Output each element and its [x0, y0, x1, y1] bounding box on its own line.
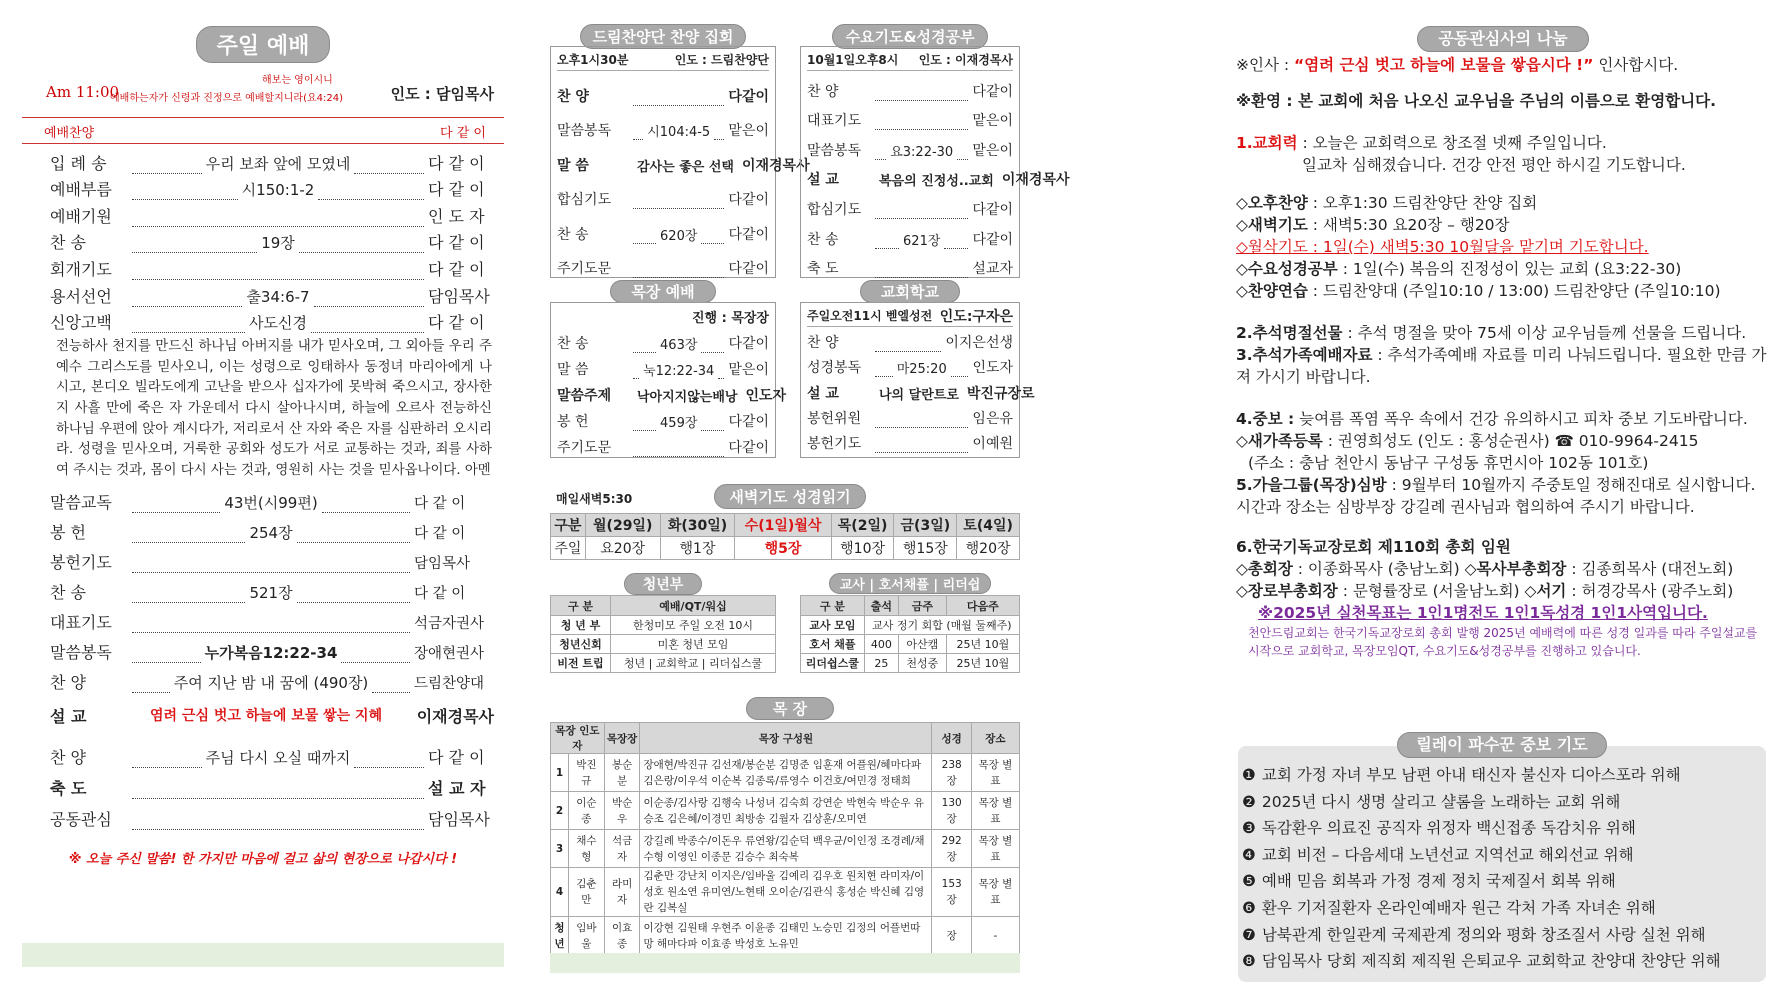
program-label: 설 교 — [807, 172, 839, 189]
order-item-label: 입 례 송 — [50, 153, 107, 173]
program-who: 다같이 — [972, 83, 1013, 100]
notice-1: 1.교회력 : 오늘은 교회력으로 창조절 넷째 주일입니다. 일교차 심해졌습니다. 건강 안전 평안 하시길 기도합니다. — [1236, 134, 1686, 174]
youth-title: 청년부 — [624, 573, 703, 595]
order-item-who: 장애현권사 — [414, 646, 485, 663]
table-cell: 목장 별표 — [971, 868, 1019, 917]
table-cell: 청년 — [551, 917, 569, 955]
greeting: ※인사 : “염려 근심 벗고 하늘에 보물을 쌓읍시다 !” 인사합시다. — [1236, 56, 1679, 74]
order-item-who: 석금자권사 — [414, 616, 485, 633]
table-cell: 미혼 청년 모임 — [611, 635, 776, 654]
table-header — [801, 596, 1020, 616]
order-item-row — [22, 799, 504, 830]
verse-top: 해보는 영이시니 — [262, 75, 333, 86]
order-item-content: 우리 보좌 앞에 모였네 — [205, 154, 351, 173]
table-cell: 아산캠 — [899, 635, 947, 654]
table-cell: 4 — [551, 868, 569, 917]
number-badge-icon: ❺ — [1242, 872, 1256, 891]
order-item-who: 다 같 이 — [428, 153, 485, 173]
program-row — [807, 249, 1013, 279]
program-label: 봉헌위원 — [807, 410, 862, 427]
program-row — [557, 140, 810, 175]
program-who: 다같이 — [972, 231, 1014, 248]
program-who: 이지은선생 — [945, 335, 1013, 352]
program-who: 다같이 — [728, 226, 770, 243]
table-cell: 채수형 — [569, 830, 605, 868]
header-cell: 구 분 — [551, 596, 611, 616]
dawn-time: 매일새벽5:30 — [556, 492, 633, 506]
order-item-label: 찬 송 — [50, 583, 86, 603]
program-who: 다같이 — [728, 88, 769, 105]
order-item-who: 다 같 이 — [428, 313, 485, 333]
order-item-row — [22, 200, 504, 227]
table-cell: 박순우 — [604, 792, 640, 830]
program-label: 말 씀 — [557, 157, 589, 174]
program-who: 박진규장로 — [966, 385, 1035, 402]
order-item-row — [22, 280, 504, 307]
program-who: 이재경목사 — [1001, 172, 1070, 189]
apostles-creed: 전능하사 천지를 만드신 하나님 아버지를 내가 믿사오며, 그 외아들 우리 주 예수 그리스도를 믿사오니, 이는 성령으로 잉태하사 동정녀 마리아에게 나시고, 본디오 빌라도에게 고난을 받으사 십자가에 못박혀 죽으시고, 장사한 지 사흘 만에 죽은 자 가운데서 다시 살아나시며, 하늘에 오르사 전능하신 하나님 우편에 앉아 계시다가, 저리로서 산 자와 죽은 자를 심판하러 오시리라. 성령을 믿사오며, 거룩한 공회와 성도가 서로 교통하는 것과, 죄를 사하여 주시는 것과, 몸이 다시 사는 것과, 영원히 사는 것을 믿사옵나이다. 아멘 — [56, 339, 492, 478]
program-row — [807, 189, 1013, 219]
order-item-label: 찬 양 — [50, 673, 86, 693]
table-cell: 목장 별표 — [971, 792, 1019, 830]
program-row — [807, 428, 1013, 453]
table-cell: 리더쉽스쿨 — [801, 654, 865, 673]
dawn-days-row — [551, 514, 1020, 537]
order-item-who: 다 같 이 — [428, 259, 485, 279]
dream-box: 오후1시30분 인도 : 드림찬양단 찬 양 다같이 말씀봉독 시104:4-5 맡은이 말 씀 감사는 좋은 선택 이재경목사 합심기도 다같이 찬 송 620장 다같이 주기도문 다같이 — [550, 46, 776, 278]
program-row — [557, 379, 787, 405]
table-cell: 천성중 — [899, 654, 947, 673]
teacher-title: 교사 | 호서채플 | 리더쉽 — [829, 573, 992, 594]
middle-footer-bar — [550, 953, 1020, 973]
order-item-label: 예배기원 — [50, 206, 112, 226]
program-row — [807, 403, 1013, 428]
program-row — [807, 101, 1013, 131]
order-item-who: 다 같 이 — [428, 233, 485, 253]
order-item-row — [22, 543, 504, 573]
announcements-column: 공동관심사의 나눔 ※인사 : “염려 근심 벗고 하늘에 보물을 쌓읍시다 !” 인사합시다. ※환영 : 본 교회에 처음 나오신 교우님을 주님의 이름으로 환영합니다. 1.교회력 : 오늘은 교회력으로 창조절 넷째 주일입니다. 일교차 심해졌습니다. 건강 안전 평안 하시길 기도합니다. ◇오후찬양 : 오후1:30 드림찬양단 찬양 집회 ◇새벽기도 : 새벽5:30 요20장 – 행20장 ◇월삭기도 : 1일(수) 새벽5:30 10월달을 맡기며 기도합니다. ◇수요성경공부 : 1일(수) 복음의 진정성이 있는 교회 (요3:22-30) ◇찬양연습 : 드림찬양대 (주일10:10 / 13:00) 드림찬양단 (주일10:10) 2.추석명절선물 : 추석 명절을 맞아 75세 이상 교우님들께 선물을 드립니다. 3.추석가족예배자료 : 추석가족예배 자료를 미리 나눠드립니다. 필요한 만큼 가져 가시기 바랍니다. 4.중보 : 늦여름 폭염 폭우 속에서 건강 유의하시고 피차 중보 기도바랍니다. ◇새가족등록 : 권영희성도 (인도 : 홍성순권사) ☎ 010-9964-2415 (주소 : 충남 천안시 동남구 구성동 휴먼시아 102동 101호) 5.가을그룹(목장)심방 : 9월부터 10월까지 주중토일 정해진대로 실시합니다. 시간과 장소는 심방부장 강길례 권사님과 협의하여 주시기 바랍니다. 6.한국기독교장로회 제110회 총회 임원 ◇총회장 : 이종화목사 (충남노회) ◇목사부총회장 : 김종희목사 (대전노회) ◇장로부총회장 : 문형률장로 (서울남노회) ◇서기 : 허경강목사 (광주노회) ※2025년 실천목표는 1인1명전도 1인1독성경 1인1사역입니다. 천안드림교회는 한국기독교장로회 총회 발행 2025년 예배력에 따른 성경 일과를 따라 주일설교를 시작으로 교회학교, 목장모임QT, 수요기도&성경공부를 진행하고 있습니다. 릴레이 파수꾼 중보 기도 ❶ 교회 가정 자녀 부모 남편 아내 태신자 불신자 디아스포라 위해 ❷ 2025년 다시 생명 살리고 샬롬을 노래하는 교회 위해 ❸ 독감환우 의료진 공직자 위정자 백신접종 독감치유 위해 ❹ 교회 비전 – 다음세대 노년선교 지역선교 해외선교 위해 ❺ 예배 믿음 회복과 가정 경제 정치 국제질서 회복 위해 ❻ 환우 기저질환자 온라인예배자 원근 각처 가족 자녀손 위해 ❼ 남북관계 한일관계 국제관계 정의와 평화 창조질서 사랑 실천 위해 ❽ 담임목사 당회 제직회 제직원 은퇴교우 교회학교 찬양대 찬양단 위해 — [1236, 0, 1770, 1002]
number-badge-icon: ❶ — [1242, 766, 1256, 784]
number-badge-icon: ❼ — [1242, 925, 1256, 944]
dawn-cell: 요20장 — [585, 537, 660, 560]
program-label: 말 씀 — [557, 362, 589, 378]
order-item-who: 드림찬양대 — [414, 676, 485, 693]
program-row — [807, 352, 1013, 377]
table-cell: 청 년 부 — [551, 616, 611, 635]
youth-table — [550, 595, 776, 673]
program-label: 축 도 — [807, 261, 839, 278]
table-row — [801, 616, 1020, 635]
program-content: 621장 — [903, 233, 941, 249]
table-header — [551, 723, 1020, 754]
order-item-row — [22, 768, 504, 799]
sermon-row: 설 교 염려 근심 벗고 하늘에 보물 쌓는 지혜 이재경목사 — [50, 706, 494, 726]
order-item-label: 회개기도 — [50, 259, 112, 279]
table-row — [551, 654, 776, 673]
program-who: 맡은이 — [972, 113, 1013, 130]
sunday-worship-title: 주일 예배 — [196, 26, 331, 63]
program-label: 찬 송 — [557, 336, 589, 352]
header-cell: 예배/QT/워십 — [611, 596, 776, 616]
dawn-title: 새벽기도 성경읽기 — [714, 484, 865, 509]
table-row — [551, 635, 776, 654]
program-who: 맡은이 — [728, 362, 769, 378]
program-content: 낙아지지않는배낭 — [637, 390, 738, 405]
dawn-cell: 구분 — [551, 514, 586, 537]
wed-box: 10월1일오후8시 인도 : 이재경목사 찬 양 다같이 대표기도 맡은이 말씀봉독 요3:22-30 맡은이 설 교 복음의 진정성..교회 이재경목사 합심기도 다같이 찬 송 621장 다같이 축 도 설교자 — [800, 46, 1020, 278]
dawn-cell: 월(29일) — [585, 514, 660, 537]
program-row — [557, 244, 769, 279]
header-cell: 다음주 — [946, 596, 1019, 616]
program-who: 다같이 — [728, 440, 769, 456]
table-cell: 장애현/박진규 김선재/봉순분 김명준 임훈재 어플원/혜마다파 김은랑/이우석 이순복 김종록/류영수 이건호/여민경 정태희 — [640, 754, 932, 792]
order-item-label: 봉헌기도 — [50, 553, 112, 573]
program-row — [807, 377, 1035, 403]
order-item-who: 담임목사 — [428, 810, 490, 830]
order-item-content: 19장 — [261, 234, 295, 253]
table-cell: 임바울 — [569, 917, 605, 955]
order-item-row — [22, 174, 504, 201]
notice-3: 3.추석가족예배자료 : 추석가족예배 자료를 미리 나눠드립니다. 필요한 만큼 가져 가시기 바랍니다. — [1236, 346, 1767, 386]
order-item-content: 254장 — [249, 524, 293, 543]
relay-item: ❻ 환우 기저질환자 온라인예배자 원근 각처 가족 자녀손 위해 — [1242, 898, 1656, 917]
program-label: 성경봉독 — [807, 360, 862, 377]
table-cell: 153 장 — [932, 868, 971, 917]
table-cell: 292 장 — [932, 830, 971, 868]
program-label: 대표기도 — [807, 113, 862, 130]
table-cell: 라미자 — [604, 868, 640, 917]
program-content: 마25:20 — [896, 362, 947, 378]
program-row — [557, 405, 769, 431]
program-who: 다같이 — [728, 261, 769, 277]
table-cell: 238 장 — [932, 754, 971, 792]
program-who: 맡은이 — [972, 142, 1013, 159]
dawn-reading-table — [550, 513, 1020, 560]
order-item-label: 말씀봉독 — [50, 643, 112, 663]
header-cell: 목장 인도자 — [551, 723, 605, 754]
program-row — [807, 130, 1013, 160]
dawn-cell: 목(2일) — [831, 514, 894, 537]
relay-item: ❹ 교회 비전 – 다음세대 노년선교 지역선교 해외선교 위해 — [1242, 845, 1634, 864]
relay-item: ❶ 교회 가정 자녀 부모 남편 아내 태신자 불신자 디아스포라 위해 — [1242, 766, 1681, 784]
program-who: 다같이 — [728, 336, 770, 352]
schedule-list: ◇오후찬양 : 오후1:30 드림찬양단 찬양 집회 ◇새벽기도 : 새벽5:30 요20장 – 행20장 ◇월삭기도 : 1일(수) 새벽5:30 10월달을 맡기며 기도합니다. ◇수요성경공부 : 1일(수) 복음의 진정성이 있는 교회 (요3:22-30) ◇찬양연습 : 드림찬양대 (주일10:10 / 13:00) 드림찬양단 (주일10:10) — [1236, 194, 1721, 300]
teacher-table — [800, 595, 1020, 673]
program-row — [807, 219, 1013, 249]
table-cell: 목장 별표 — [971, 754, 1019, 792]
table-header — [551, 596, 776, 616]
table-cell: 장 — [932, 917, 971, 955]
program-who: 다같이 — [972, 201, 1013, 218]
program-label: 주기도문 — [557, 440, 612, 456]
order-item-label: 찬 양 — [50, 748, 86, 768]
program-label: 말씀주제 — [557, 388, 612, 404]
program-row — [557, 209, 769, 244]
table-cell: 청년 | 교회학교 | 리더십스쿨 — [611, 654, 776, 673]
wed-title: 수요기도&성경공부 — [832, 24, 987, 49]
program-content: 복음의 진정성..교회 — [879, 174, 994, 190]
order-item-label: 대표기도 — [50, 613, 112, 633]
school-box: 주일오전11시 벧엘성전 인도:구자은 찬 양 이지은선생 성경봉독 마25:20 인도자 설 교 나의 달란트로 박진규장로 봉헌위원 임은유 봉헌기도 이예원 — [800, 302, 1020, 458]
order-item-content: 누가복음12:22-34 — [204, 644, 338, 663]
table-cell: 석금자 — [604, 830, 640, 868]
table-cell: 한청미모 주일 오전 10시 — [611, 616, 776, 635]
program-row — [557, 71, 769, 106]
table-row — [551, 830, 1020, 868]
program-who: 인도자 — [972, 360, 1014, 377]
dawn-cell: 수(1일)월삭 — [735, 514, 831, 537]
number-badge-icon: ❽ — [1242, 952, 1256, 971]
program-label: 봉 헌 — [557, 414, 589, 430]
opening-praise-row: 예배찬양 다 같 이 — [22, 117, 504, 144]
program-label: 찬 양 — [807, 335, 839, 352]
program-who: 임은유 — [972, 410, 1013, 427]
table-cell: 교사 모임 — [801, 616, 865, 635]
table-row — [801, 654, 1020, 673]
new-family-address: (주소 : 충남 천안시 동남구 구성동 휴먼시아 102동 101호) — [1248, 454, 1649, 472]
program-label: 합심기도 — [807, 201, 862, 218]
program-who: 설교자 — [972, 261, 1013, 278]
order-item-who: 다 같 이 — [428, 748, 485, 768]
table-cell: 400 — [864, 635, 898, 654]
dawn-cell: 행5장 — [735, 537, 831, 560]
number-badge-icon: ❻ — [1242, 898, 1256, 917]
order-item-who: 인 도 자 — [428, 206, 485, 226]
table-cell: 2 — [551, 792, 569, 830]
goal-note: 천안드림교회는 한국기독교장로회 총회 발행 2025년 예배력에 따른 성경 일과를 따라 주일설교를 시작으로 교회학교, 목장모임QT, 수요기도&성경공부를 진행하고 있습니다. — [1248, 626, 1758, 658]
order-item-content: 주여 지난 밤 내 꿈에 (490장) — [173, 674, 369, 693]
program-content: 나의 달란트로 — [879, 387, 959, 403]
program-row — [807, 71, 1013, 101]
program-content: 459장 — [660, 416, 698, 431]
header-cell: 목장 구성원 — [640, 723, 932, 754]
order-list-2 — [22, 483, 504, 693]
order-item-who: 다 같 이 — [428, 180, 485, 200]
program-label: 주기도문 — [557, 261, 612, 277]
program-content: 시104:4-5 — [647, 125, 711, 140]
worship-leader: 인도 : 담임목사 — [390, 85, 494, 103]
sunday-worship-column — [22, 0, 504, 1002]
table-cell: 청년신회 — [551, 635, 611, 654]
program-row — [557, 431, 769, 457]
welcome: ※환영 : 본 교회에 처음 나오신 교우님을 주님의 이름으로 환영합니다. — [1236, 92, 1716, 110]
order-item-row — [22, 253, 504, 280]
order-item-who: 다 같 이 — [414, 586, 466, 603]
table-row — [551, 792, 1020, 830]
order-item-row — [22, 573, 504, 603]
program-who: 이예원 — [972, 435, 1013, 452]
program-who: 인도자 — [745, 388, 787, 404]
program-who: 이재경목사 — [741, 157, 810, 174]
worship-time: Am 11:00 — [46, 83, 120, 101]
table-cell: 25년 10월 — [946, 654, 1019, 673]
notice-4: 4.중보 : 늦여름 폭염 폭우 속에서 건강 유의하시고 피차 중보 기도바랍니다. — [1236, 410, 1748, 428]
table-cell: 25 — [864, 654, 898, 673]
table-cell: 박진규 — [569, 754, 605, 792]
order-item-row — [22, 147, 504, 174]
program-label: 말씀봉독 — [807, 142, 862, 159]
table-row — [551, 917, 1020, 955]
number-badge-icon: ❸ — [1242, 819, 1256, 838]
order-item-content: 43번(시99편) — [224, 494, 318, 513]
order-list-3 — [22, 737, 504, 830]
order-item-label: 말씀교독 — [50, 493, 112, 513]
program-label: 설 교 — [807, 385, 839, 402]
relay-item: ❷ 2025년 다시 생명 살리고 샬롬을 노래하는 교회 위해 — [1242, 792, 1621, 811]
order-item-row — [22, 483, 504, 513]
mok-title: 목 장 — [746, 697, 834, 720]
dawn-cell: 토(4일) — [957, 514, 1020, 537]
table-cell: 1 — [551, 754, 569, 792]
mok-group-table — [550, 722, 1020, 955]
header-cell: 구 분 — [801, 596, 865, 616]
dawn-cell: 행15장 — [894, 537, 957, 560]
mokjang-box: 진행 : 목장장 찬 송 463장 다같이 말 씀 눅12:22-34 맡은이 말씀주제 낙아지지않는배낭 인도자 봉 헌 459장 다같이 주기도문 다같이 — [550, 302, 776, 458]
order-item-row — [22, 513, 504, 543]
program-content: 감사는 좋은 선택 — [637, 159, 734, 175]
notice-5: 5.가을그룹(목장)심방 : 9월부터 10월까지 주중토일 정해진대로 실시합니다. 시간과 장소는 심방부장 강길례 권사님과 협의하여 주시기 바랍니다. — [1236, 476, 1756, 516]
relay-item: ❼ 남북관계 한일관계 국제관계 정의와 평화 창조질서 사랑 실천 위해 — [1242, 925, 1706, 944]
program-who: 다같이 — [728, 192, 769, 208]
order-item-label: 용서선언 — [50, 286, 112, 306]
order-list-1 — [22, 147, 504, 333]
header-cell: 목장장 — [604, 723, 640, 754]
table-cell: - — [971, 917, 1019, 955]
order-item-who: 설 교 자 — [428, 779, 486, 799]
middle-column — [550, 0, 1070, 1002]
program-who: 맡은이 — [728, 123, 769, 139]
program-row — [807, 327, 1013, 352]
yearly-goal: ※2025년 실천목표는 1인1명전도 1인1독성경 1인1사역입니다. — [1258, 604, 1708, 622]
order-item-content: 시150:1-2 — [241, 181, 315, 200]
program-row — [557, 353, 769, 379]
relay-prayer-box — [1238, 735, 1766, 982]
table-cell: 봉순분 — [604, 754, 640, 792]
program-row — [557, 175, 769, 210]
program-content: 눅12:22-34 — [643, 364, 715, 379]
order-item-who: 담임목사 — [428, 286, 490, 306]
order-item-who: 담임목사 — [414, 556, 471, 573]
footer-message: ※ 오늘 주신 말씀! 한 가지만 마음에 걸고 삶의 현장으로 나갑시다 ! — [68, 852, 458, 868]
program-row — [557, 106, 769, 141]
table-cell: 강길례 박종수/이돈우 류연왕/김순덕 백우균/이인정 조경례/채수형 이영인 이종문 김승수 최숙복 — [640, 830, 932, 868]
table-cell: 130 장 — [932, 792, 971, 830]
relay-item: ❺ 예배 믿음 회복과 가정 경제 정치 국제질서 회복 위해 — [1242, 872, 1616, 891]
table-cell: 25년 10월 — [946, 635, 1019, 654]
table-cell: 이순종/김사랑 김행숙 나성녀 김숙희 강연순 박현숙 박순우 유승조 김은혜/이경민 최방송 김월자 김상훈/오미연 — [640, 792, 932, 830]
dawn-cell: 행10장 — [831, 537, 894, 560]
header-cell: 출석 — [864, 596, 898, 616]
number-badge-icon: ❹ — [1242, 845, 1256, 864]
program-label: 말씀봉독 — [557, 123, 612, 139]
order-item-who: 다 같 이 — [414, 496, 466, 513]
order-item-label: 공동관심 — [50, 810, 112, 830]
table-row — [551, 616, 776, 635]
order-item-row — [22, 663, 504, 693]
table-cell: 이순종 — [569, 792, 605, 830]
relay-item: ❸ 독감환우 의료진 공직자 위정자 백신접종 독감치유 위해 — [1242, 819, 1636, 838]
table-cell: 3 — [551, 830, 569, 868]
order-item-row — [22, 633, 504, 663]
program-label: 찬 송 — [807, 231, 839, 248]
notice-6: 6.한국기독교장로회 제110회 총회 임원 — [1236, 538, 1511, 556]
order-item-row — [22, 227, 504, 254]
table-row — [551, 868, 1020, 917]
order-item-label: 신앙고백 — [50, 313, 112, 333]
program-row — [807, 160, 1070, 190]
order-item-who: 다 같 이 — [414, 526, 466, 543]
order-item-content: 주님 다시 오실 때까지 — [205, 749, 351, 768]
program-content: 463장 — [660, 338, 698, 353]
school-title: 교회학교 — [860, 280, 960, 303]
notice-2: 2.추석명절선물 : 추석 명절을 맞아 75세 이상 교우님들께 선물을 드립니다. — [1236, 324, 1747, 342]
header-cell: 성경 — [932, 723, 971, 754]
dawn-cell: 행1장 — [660, 537, 735, 560]
number-badge-icon: ❷ — [1242, 792, 1256, 811]
mokjang-title: 목장 예배 — [610, 280, 715, 303]
table-row — [801, 635, 1020, 654]
program-label: 찬 양 — [807, 83, 839, 100]
dawn-cell: 주일 — [551, 537, 586, 560]
program-label: 찬 송 — [557, 226, 589, 243]
dawn-cell: 금(3일) — [894, 514, 957, 537]
order-item-content: 사도신경 — [249, 314, 307, 333]
program-content: 620장 — [660, 228, 698, 244]
order-item-label: 예배부름 — [50, 180, 112, 200]
program-content: 요3:22-30 — [890, 144, 954, 160]
dream-title: 드림찬양단 찬양 집회 — [580, 24, 747, 49]
order-item-label: 봉 헌 — [50, 523, 86, 543]
dawn-cell: 화(30일) — [660, 514, 735, 537]
program-label: 찬 양 — [557, 88, 589, 105]
announcements-title: 공동관심사의 나눔 — [1417, 26, 1588, 52]
table-cell: 이강현 김원태 우현주 이윤종 김태민 노승민 김정의 어플번따망 해마다파 이효종 박성호 노유민 — [640, 917, 932, 955]
table-row — [551, 754, 1020, 792]
table-cell: 교사 정기 회합 (매월 둘째주) — [864, 616, 1019, 635]
dawn-readings-row — [551, 537, 1020, 560]
table-cell: 김춘만 강난치 이지은/임바울 김예리 김우호 원치현 라미자/이성호 원소연 유미연/노현태 오이순/김관식 홍성순 박신혜 김영란 김복실 — [640, 868, 932, 917]
dawn-cell: 행20장 — [957, 537, 1020, 560]
relay-item: ❽ 담임목사 당회 제직회 제직원 은퇴교우 교회학교 찬양대 찬양단 위해 — [1242, 952, 1721, 971]
header-cell: 금주 — [899, 596, 947, 616]
order-item-row — [22, 737, 504, 768]
header-cell: 장소 — [971, 723, 1019, 754]
program-who: 다같이 — [728, 414, 770, 430]
relay-title: 릴레이 파수꾼 중보 기도 — [1397, 732, 1606, 758]
table-cell: 김춘만 — [569, 868, 605, 917]
new-family: ◇새가족등록 : 권영희성도 (인도 : 홍성순권사) ☎ 010-9964-2415 — [1236, 432, 1699, 450]
order-item-row — [22, 603, 504, 633]
program-label: 합심기도 — [557, 192, 612, 208]
table-cell: 호서 채플 — [801, 635, 865, 654]
order-item-content: 출34:6-7 — [246, 287, 310, 306]
order-item-row — [22, 307, 504, 334]
order-item-label: 축 도 — [50, 779, 87, 799]
order-item-label: 찬 송 — [50, 233, 86, 253]
footer-bar — [22, 943, 504, 967]
verse-bottom: 예배하는자가 신령과 진정으로 예배할지니라(요4:24) — [110, 93, 343, 104]
program-label: 봉헌기도 — [807, 435, 862, 452]
table-cell: 비전 트립 — [551, 654, 611, 673]
table-cell: 이효종 — [604, 917, 640, 955]
order-item-content: 521장 — [249, 584, 293, 603]
table-cell: 목장 별표 — [971, 830, 1019, 868]
program-row — [557, 327, 769, 353]
